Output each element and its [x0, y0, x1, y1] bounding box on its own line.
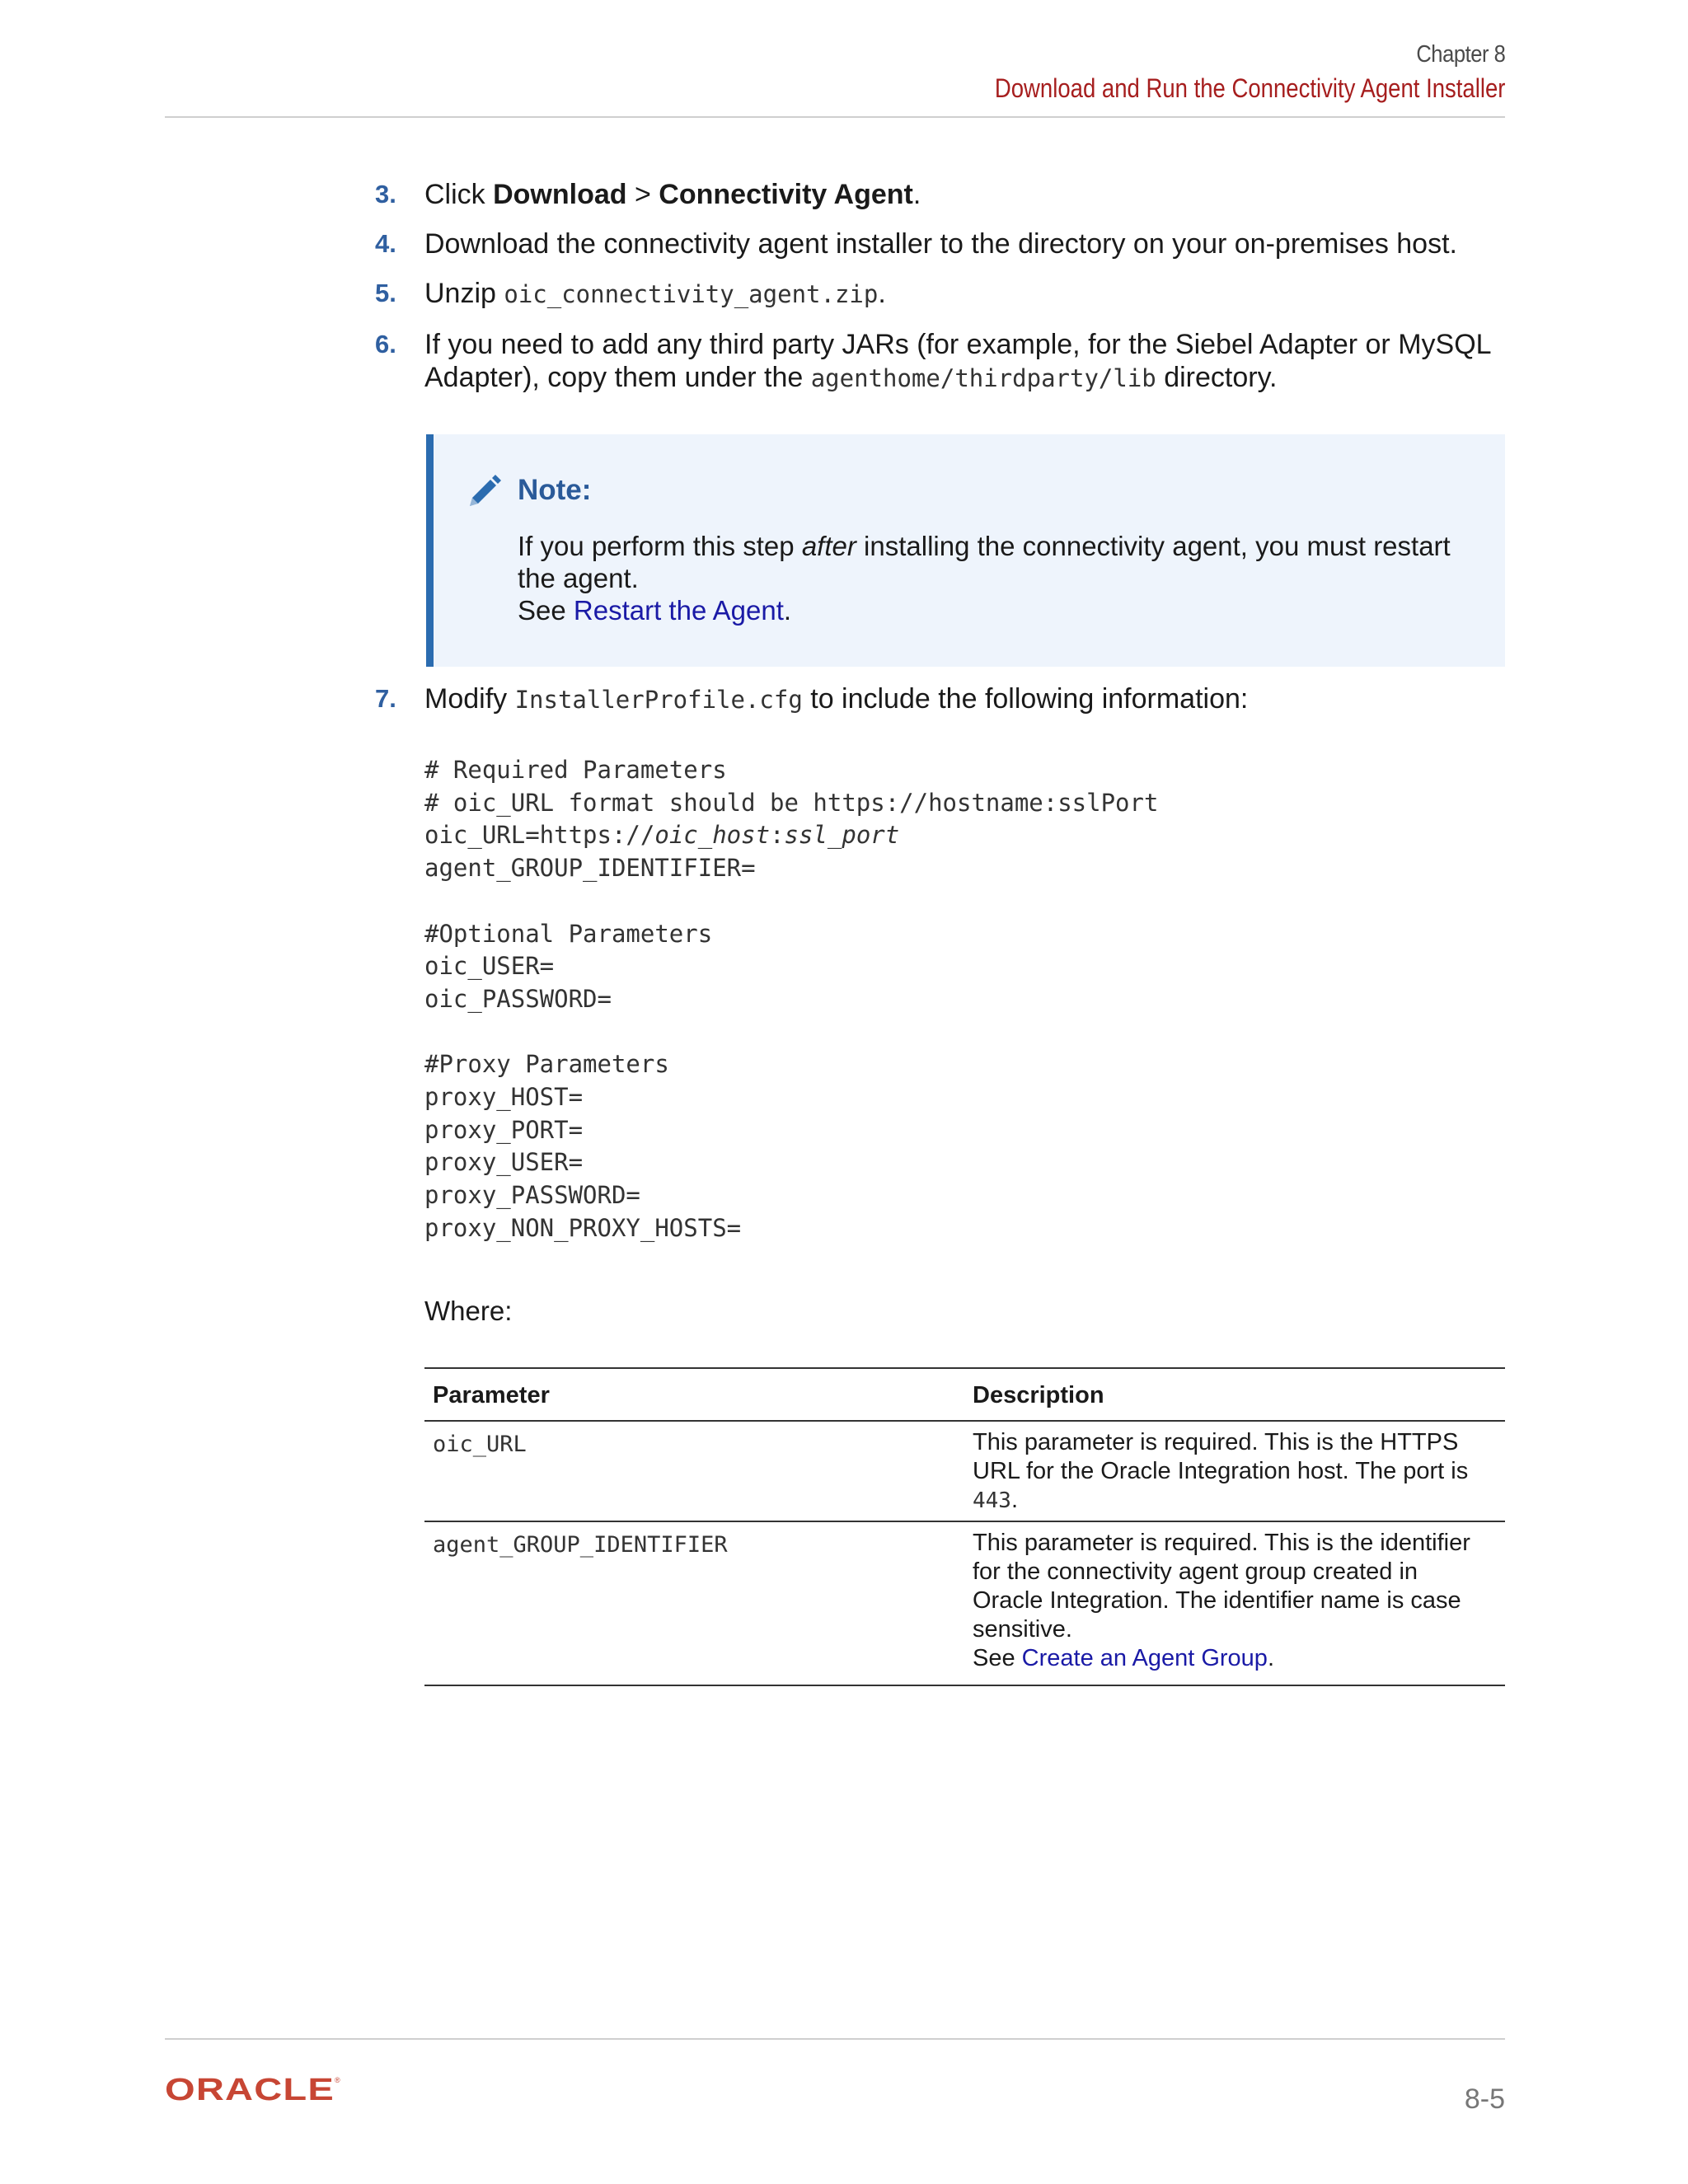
step-text: Modify InstallerProfile.cfg to include the following information:	[424, 683, 1249, 715]
step-text: Unzip oic_connectivity_agent.zip.	[424, 278, 886, 309]
config-code-block: # Required Parameters # oic_URL format should be https://hostname:sslPort oic_URL=https://oic_host:ssl_port agent_GROUP_IDENTIFIER= #Optional Parameters oic_USER= oic_PASSWORD= #Proxy Parameters proxy_HOST= proxy_PORT= proxy_USER= proxy_PASSWORD= proxy_NON_PROXY_HOSTS=	[424, 756, 1159, 1242]
note-box	[426, 434, 1505, 667]
step-number: 4.	[375, 229, 396, 258]
inline-code: InstallerProfile.cfg	[514, 686, 803, 714]
description-cell: This parameter is required. This is the HTTPS URL for the Oracle Integration host. The port is 443.	[973, 1429, 1469, 1513]
param-cell: oic_URL	[433, 1432, 527, 1457]
step-text: Download the connectivity agent installer to the directory on your on-premises host.	[424, 228, 1457, 260]
logo-wordmark: ORACLE	[165, 2074, 335, 2104]
table-header-rule	[424, 1420, 1505, 1422]
note-title: Note:	[518, 474, 592, 506]
page-number: 8-5	[1464, 2083, 1505, 2115]
running-header	[912, 41, 1505, 104]
table-top-rule	[424, 1367, 1505, 1369]
chapter-label: Chapter 8	[1415, 41, 1505, 68]
table-bottom-rule	[424, 1685, 1505, 1686]
column-header-parameter: Parameter	[433, 1382, 550, 1408]
footer-divider	[165, 2038, 1505, 2040]
step-text: Click Download > Connectivity Agent.	[424, 179, 921, 210]
note-body: If you perform this step after installing the connectivity agent, you must restart the agent. See Restart the Agent.	[518, 531, 1451, 626]
step-text: If you need to add any third party JARs (for example, for the Siebel Adapter or MySQL Adapter), copy them under the agenthome/thirdparty/lib directory.	[424, 329, 1491, 393]
column-header-description: Description	[973, 1382, 1104, 1408]
section-title: Download and Run the Connectivity Agent Installer	[994, 73, 1505, 103]
step-number: 5.	[375, 279, 396, 307]
step-number: 7.	[375, 684, 396, 713]
header-divider	[165, 116, 1505, 118]
param-cell: agent_GROUP_IDENTIFIER	[433, 1532, 728, 1558]
description-cell: This parameter is required. This is the identifier for the connectivity agent group created in Oracle Integration. The identifier name is case sensitive. See Create an Agent Group.	[973, 1530, 1470, 1671]
pencil-icon	[465, 473, 503, 511]
oracle-logo	[165, 2074, 343, 2104]
step-number: 6.	[375, 330, 396, 359]
inline-code: agenthome/thirdparty/lib	[810, 364, 1156, 392]
step-number: 3.	[375, 180, 396, 209]
create-agent-group-link[interactable]: Create an Agent Group	[1021, 1645, 1268, 1671]
svg-text:®: ®	[335, 2076, 340, 2084]
inline-code: oic_connectivity_agent.zip	[504, 280, 879, 308]
where-label: Where:	[424, 1296, 513, 1326]
restart-agent-link[interactable]: Restart the Agent	[573, 595, 784, 626]
table-row-rule	[424, 1521, 1505, 1522]
